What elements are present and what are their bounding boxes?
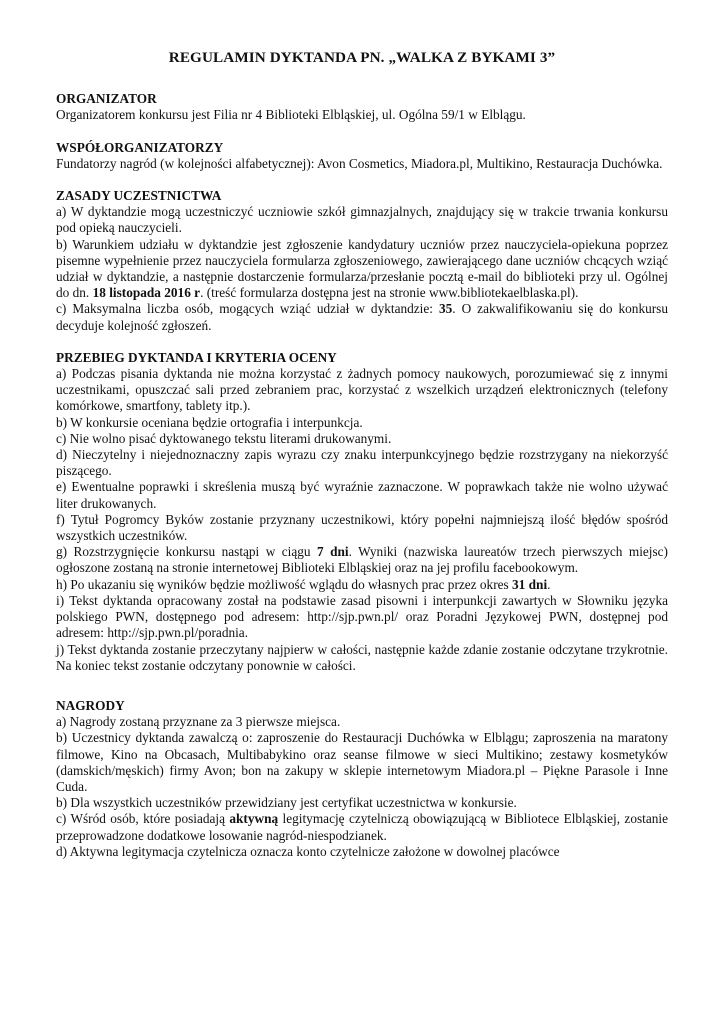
section-heading: ZASADY UCZESTNICTWA [56, 188, 222, 204]
paragraph: d) Aktywna legitymacja czytelnicza oznacza konto czytelnicze założone w dowolnej placówce [56, 843, 560, 859]
section-heading: ORGANIZATOR [56, 91, 157, 107]
paragraph: b) W konkursie oceniana będzie ortografia i interpunkcja. [56, 414, 363, 430]
paragraph: j) Tekst dyktanda zostanie przeczytany najpierw w całości, następnie każde zdanie zostanie odczytane trzykrotnie. Na koniec tekst zostanie odczytany ponownie w całości. [56, 641, 668, 673]
section [56, 188, 668, 334]
paragraph: c) Nie wolno pisać dyktowanego tekstu literami drukowanymi. [56, 430, 392, 446]
paragraph: d) Nieczytelny i niejednoznaczny zapis wyrazu czy znaku interpunkcyjnego będzie rozstrzygany na niekorzyść piszącego. [56, 447, 668, 479]
paragraph: a) Nagrody zostaną przyznane za 3 pierwsze miejsca. [56, 714, 341, 730]
paragraph: g) Rozstrzygnięcie konkursu nastąpi w ciągu 7 dni. Wyniki (nazwiska laureatów trzech pierwszych miejsc) ogłoszone zostaną na stronie internetowej Biblioteki Elbląskiej oraz na jej profilu facebookowym. [56, 544, 668, 576]
section [56, 91, 668, 123]
emphasis: 31 dni [512, 576, 548, 592]
paragraph: c) Maksymalna liczba osób, mogących wziąć udział w dyktandzie: 35. O zakwalifikowaniu się do konkursu decyduje kolejność zgłoszeń. [56, 301, 668, 333]
paragraph: c) Wśród osób, które posiadają aktywną legitymację czytelniczą obowiązującą w Bibliotece Elbląskiej, zostanie przeprowadzone dodatkowe losowanie nagród-niespodzianek. [56, 811, 669, 843]
paragraph: a) W dyktandzie mogą uczestniczyć uczniowie szkół gimnazjalnych, znajdujący się w trakcie trwania konkursu pod opieką nauczycieli. [56, 204, 668, 236]
document-page [56, 50, 668, 876]
paragraph: Organizatorem konkursu jest Filia nr 4 Biblioteki Elbląskiej, ul. Ogólna 59/1 w Elblągu. [56, 107, 526, 123]
section-heading: PRZEBIEG DYKTANDA I KRYTERIA OCENY [56, 349, 337, 365]
section-heading: NAGRODY [56, 697, 125, 713]
section-heading: WSPÓŁORGANIZATORZY [56, 139, 224, 155]
paragraph: a) Podczas pisania dyktanda nie można korzystać z żadnych pomocy naukowych, porozumiewać się z innymi uczestnikami, opuszczać sali przed zebraniem prac, korzystać z wszelkich urządzeń elektronicznych (telefony komórkowe, smartfony, tablety itp.). [56, 366, 668, 414]
section [56, 140, 668, 172]
paragraph: b) Warunkiem udziału w dyktandzie jest zgłoszenie kandydatury uczniów przez nauczyciela-opiekuna poprzez pisemne wypełnienie przez nauczyciela formularza zgłoszeniowego, zawierającego dane uczniów chcących wziąć udział w dyktandzie, a następnie dostarczenie formularza/przesłanie pocztą e-mail do biblioteki przy ul. Ogólnej do dn. 18 listopada 2016 r. (treść formularza dostępna jest na stronie www.bibliotekaelblaska.pl). [56, 236, 668, 301]
emphasis: aktywną [229, 811, 279, 827]
document-title: REGULAMIN DYKTANDA PN. „WALKA Z BYKAMI 3” [168, 49, 556, 66]
paragraph: f) Tytuł Pogromcy Byków zostanie przyznany uczestnikowi, który popełni najmniejszą ilość błędów spośród wszystkich uczestników. [56, 511, 668, 544]
emphasis: 7 dni [317, 544, 349, 560]
paragraph: Fundatorzy nagród (w kolejności alfabetycznej): Avon Cosmetics, Miadora.pl, Multikino, Restauracja Duchówka. [56, 155, 663, 171]
paragraph: e) Ewentualne poprawki i skreślenia muszą być wyraźnie zaznaczone. W poprawkach także nie wolno używać liter drukowanych. [56, 479, 668, 511]
emphasis: 18 listopada 2016 r [92, 285, 201, 301]
paragraph: i) Tekst dyktanda opracowany został na podstawie zasad pisowni i interpunkcji zawartych w Słowniku języka polskiego PWN, dostępnego pod adresem: http://sjp.pwn.pl/ oraz Poradni Językowej PWN, dostępnej pod adresem: http://sjp.pwn.pl/poradnia. [56, 592, 668, 641]
paragraph: b) Dla wszystkich uczestników przewidziany jest certyfikat uczestnictwa w konkursie. [56, 795, 517, 811]
section [56, 350, 668, 674]
paragraph: h) Po ukazaniu się wyników będzie możliwość wglądu do własnych prac przez okres 31 dni. [56, 576, 551, 592]
section [56, 698, 668, 860]
document-body [56, 91, 668, 860]
paragraph: b) Uczestnicy dyktanda zawalczą o: zaproszenie do Restauracji Duchówka w Elblągu; zaproszenia na maratony filmowe, Kino na Obcasach, Multibabykino oraz seanse filmowe w sieci Multikino; zestawy kosmetyków (damskich/męskich) firmy Avon; bon na zakupy w sklepie internetowym Miadora.pl – Piękne Parasole i Inne Cuda. [56, 730, 668, 794]
emphasis: 35 [438, 301, 453, 317]
